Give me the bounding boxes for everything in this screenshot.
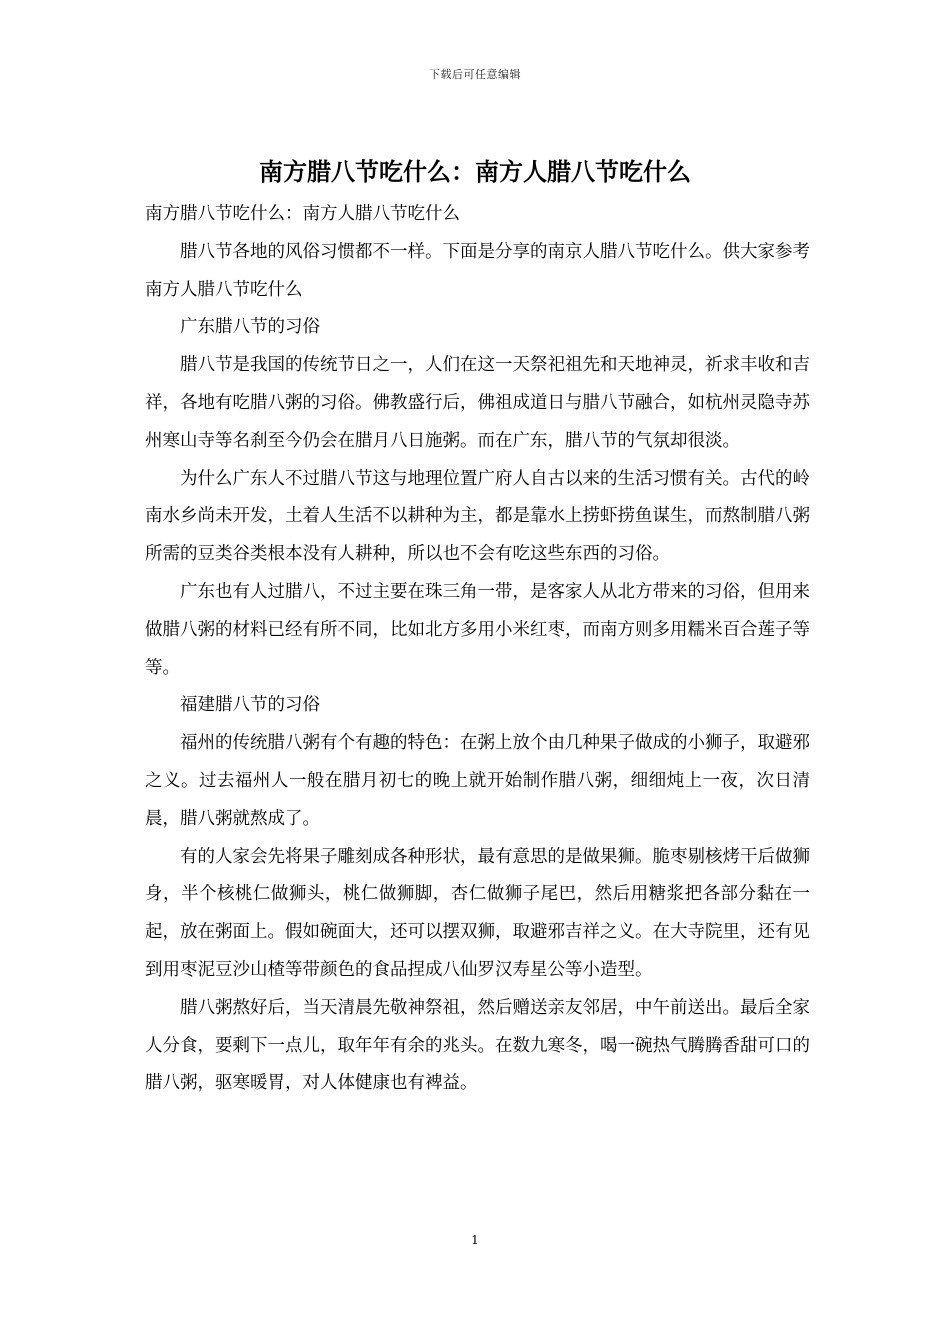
paragraph-guangdong-2: 为什么广东人不过腊八节这与地理位置广府人自古以来的生活习惯有关。古代的岭南水乡尚未开发，土着人生活不以耕种为主，都是靠水上捞虾捞鱼谋生，而熬制腊八粥所需的豆类谷类根本没有人耕种，所以也不会有吃这些东西的习俗。 [145,468,810,565]
section-heading-guangdong: 广东腊八节的习俗 [180,317,320,338]
page-header: 下载后可任意编辑 [429,68,521,81]
document-body [145,196,810,1103]
paragraph-guangdong-3: 广东也有人过腊八，不过主要在珠三角一带，是客家人从北方带来的习俗，但用来做腊八粥的材料已经有所不同，比如北方多用小米红枣，而南方则多用糯米百合莲子等等。 [145,581,810,678]
document-subtitle: 南方腊八节吃什么：南方人腊八节吃什么 [145,204,460,224]
document-title: 南方腊八节吃什么：南方人腊八节吃什么 [259,157,691,186]
paragraph-fujian-1: 福州的传统腊八粥有个有趣的特色：在粥上放个由几种果子做成的小狮子，取避邪之义。过去福州人一般在腊月初七的晚上就开始制作腊八粥，细细炖上一夜，次日清晨，腊八粥就熬成了。 [145,733,810,829]
paragraph-intro: 腊八节各地的风俗习惯都不一样。下面是分享的南京人腊八节吃什么。供大家参考南方人腊八节吃什么 [145,241,810,300]
paragraph-fujian-2: 有的人家会先将果子雕刻成各种形状，最有意思的是做果狮。脆枣剔核烤干后做狮身，半个核桃仁做狮头，桃仁做狮脚，杏仁做狮子尾巴，然后用糖浆把各部分黏在一起，放在粥面上。假如碗面大，还可以摆双狮，取避邪吉祥之义。在大寺院里，还有见到用枣泥豆沙山楂等带颜色的食品捏成八仙罗汉寿星公等小造型。 [145,846,810,980]
section-heading-fujian: 福建腊八节的习俗 [180,695,320,716]
paragraph-fujian-3: 腊八粥熬好后，当天清晨先敬神祭祖，然后赠送亲友邻居，中午前送出。最后全家人分食，要剩下一点儿，取年年有余的兆头。在数九寒冬，喝一碗热气腾腾香甜可口的腊八粥，驱寒暖胃，对人体健康也有裨益。 [145,997,810,1094]
page-number: 1 [471,1233,479,1247]
paragraph-guangdong-1: 腊八节是我国的传统节日之一，人们在这一天祭祀祖先和天地神灵，祈求丰收和吉祥，各地有吃腊八粥的习俗。佛教盛行后，佛祖成道日与腊八节融合，如杭州灵隐寺苏州寒山寺等名刹至今仍会在腊月八日施粥。而在广东，腊八节的气氛却很淡。 [145,355,810,451]
